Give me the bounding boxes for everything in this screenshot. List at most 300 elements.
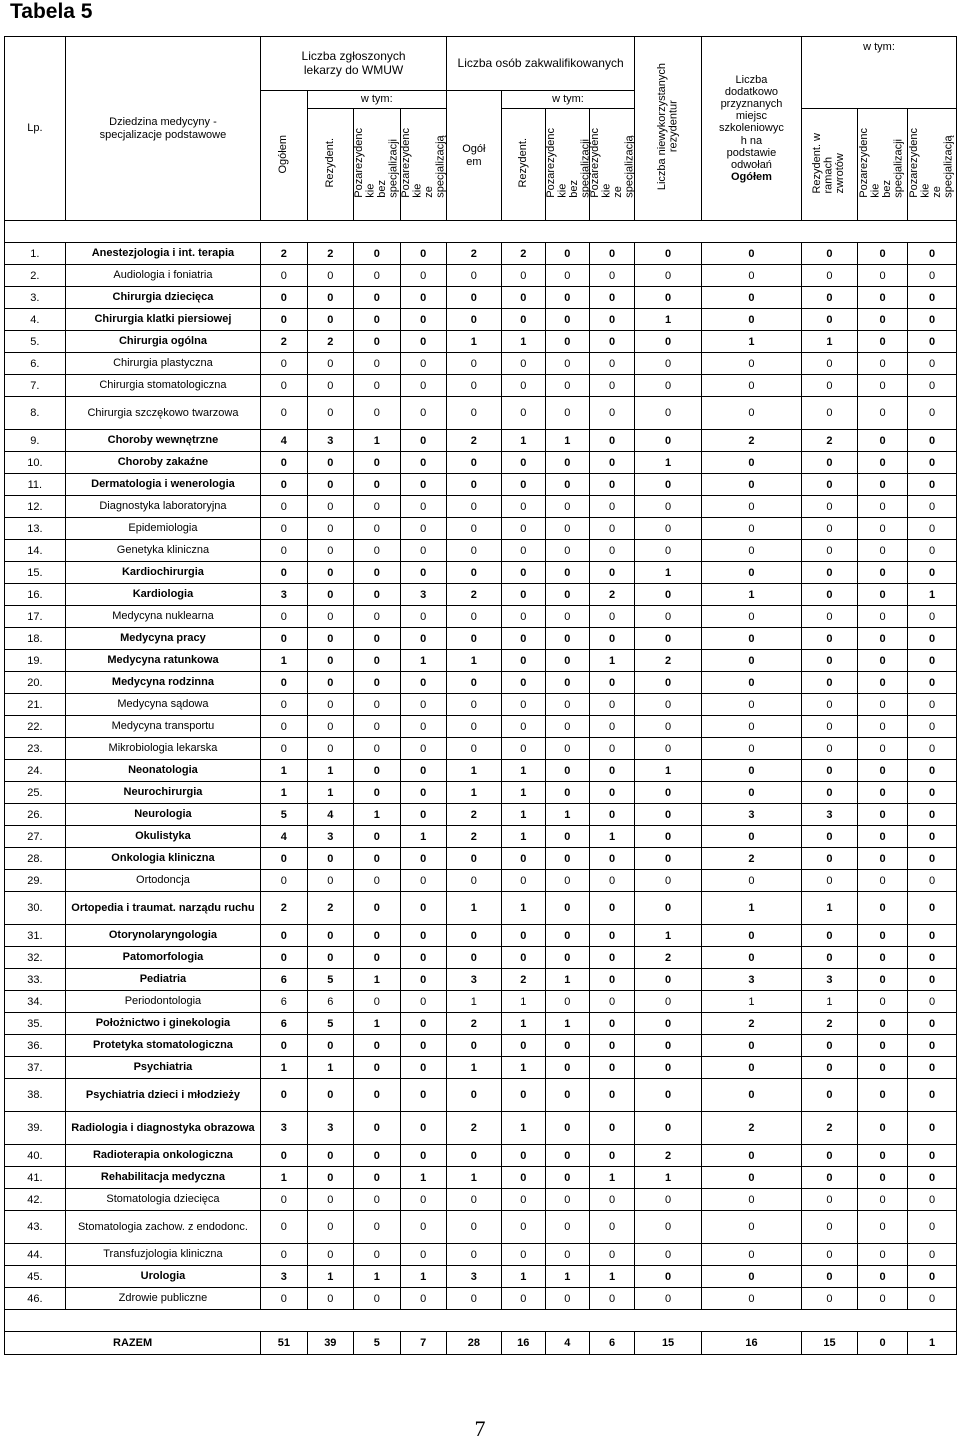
table-row: [5, 738, 957, 760]
row-value-col-11: 0: [802, 243, 858, 265]
row-value-col-1: 0: [261, 287, 307, 309]
row-value-col-11: 2: [802, 1112, 858, 1145]
row-value-col-10: 3: [701, 969, 801, 991]
row-value-col-7: 0: [545, 584, 589, 606]
row-value-col-7: 0: [545, 353, 589, 375]
row-value-col-10: 0: [701, 925, 801, 947]
row-value-col-1: 3: [261, 1112, 307, 1145]
row-value-col-7: 0: [545, 925, 589, 947]
row-value-col-1: 0: [261, 474, 307, 496]
row-value-col-1: 0: [261, 1035, 307, 1057]
row-lp: 46.: [5, 1288, 66, 1310]
row-lp: 6.: [5, 353, 66, 375]
header-rez-zwrotow-label: Rezydent. w ramach zwrotów: [811, 132, 847, 194]
row-value-col-1: 0: [261, 672, 307, 694]
total-value-col-1: 51: [261, 1332, 307, 1355]
row-value-col-3: 0: [354, 870, 400, 892]
row-value-col-2: 5: [307, 969, 353, 991]
row-value-col-3: 0: [354, 518, 400, 540]
row-lp: 5.: [5, 331, 66, 353]
header-rez-zwrotow: [802, 109, 858, 221]
row-value-col-2: 0: [307, 1035, 353, 1057]
row-lp: 9.: [5, 430, 66, 452]
header-niewykorzystanych-label: Liczba niewykorzystanych rezydentur: [655, 63, 680, 191]
row-specialization: Pediatria: [65, 969, 260, 991]
row-specialization: Medycyna sądowa: [65, 694, 260, 716]
row-value-col-2: 0: [307, 1189, 353, 1211]
row-lp: 29.: [5, 870, 66, 892]
row-value-col-8: 0: [589, 331, 634, 353]
header-poza-ze-2: [589, 109, 634, 221]
row-value-col-8: 0: [589, 782, 634, 804]
row-value-col-8: 0: [589, 287, 634, 309]
row-value-col-1: 2: [261, 243, 307, 265]
row-specialization: Periodontologia: [65, 991, 260, 1013]
row-value-col-2: 0: [307, 452, 353, 474]
header-rezydent-1: [307, 109, 353, 221]
row-value-col-8: 0: [589, 804, 634, 826]
row-value-col-2: 0: [307, 353, 353, 375]
table-row: [5, 1145, 957, 1167]
row-lp: 17.: [5, 606, 66, 628]
row-value-col-7: 1: [545, 969, 589, 991]
row-value-col-8: 0: [589, 1057, 634, 1079]
row-value-col-2: 0: [307, 562, 353, 584]
total-value-col-6: 16: [501, 1332, 545, 1355]
row-value-col-4: 0: [400, 716, 446, 738]
row-value-col-7: 0: [545, 397, 589, 430]
row-value-col-1: 4: [261, 826, 307, 848]
row-lp: 45.: [5, 1266, 66, 1288]
row-value-col-9: 1: [635, 452, 702, 474]
row-lp: 22.: [5, 716, 66, 738]
row-specialization: Mikrobiologia lekarska: [65, 738, 260, 760]
row-value-col-2: 3: [307, 430, 353, 452]
header-dziedzina-label: Dziedzina medycyny - specjalizacje podstawowe: [99, 116, 227, 141]
table-row: [5, 287, 957, 309]
row-value-col-2: 0: [307, 870, 353, 892]
row-value-col-9: 0: [635, 1057, 702, 1079]
table-row: [5, 518, 957, 540]
row-value-col-4: 0: [400, 1288, 446, 1310]
row-value-col-1: 0: [261, 1244, 307, 1266]
row-value-col-10: 1: [701, 584, 801, 606]
row-value-col-5: 1: [446, 892, 501, 925]
row-value-col-8: 1: [589, 650, 634, 672]
row-value-col-13: 0: [908, 375, 957, 397]
row-value-col-4: 0: [400, 694, 446, 716]
row-value-col-3: 0: [354, 496, 400, 518]
row-value-col-10: 0: [701, 474, 801, 496]
row-value-col-6: 1: [501, 892, 545, 925]
row-value-col-3: 0: [354, 1167, 400, 1189]
row-value-col-3: 0: [354, 562, 400, 584]
row-value-col-5: 0: [446, 1079, 501, 1112]
row-value-col-12: 0: [857, 628, 907, 650]
row-value-col-13: 0: [908, 331, 957, 353]
row-value-col-6: 1: [501, 430, 545, 452]
row-value-col-12: 0: [857, 672, 907, 694]
row-value-col-4: 0: [400, 892, 446, 925]
row-specialization: Onkologia kliniczna: [65, 848, 260, 870]
table-row: [5, 375, 957, 397]
row-value-col-6: 0: [501, 562, 545, 584]
row-value-col-8: 0: [589, 991, 634, 1013]
table-row: [5, 716, 957, 738]
row-lp: 36.: [5, 1035, 66, 1057]
row-lp: 20.: [5, 672, 66, 694]
row-value-col-13: 0: [908, 430, 957, 452]
row-value-col-4: 0: [400, 1189, 446, 1211]
row-value-col-9: 0: [635, 331, 702, 353]
row-value-col-9: 1: [635, 1167, 702, 1189]
row-value-col-11: 1: [802, 331, 858, 353]
row-value-col-5: 0: [446, 1189, 501, 1211]
row-lp: 23.: [5, 738, 66, 760]
row-value-col-5: 0: [446, 353, 501, 375]
row-value-col-8: 0: [589, 738, 634, 760]
row-value-col-4: 0: [400, 474, 446, 496]
row-value-col-3: 0: [354, 628, 400, 650]
row-value-col-1: 0: [261, 694, 307, 716]
header-dodatkowo: [701, 37, 801, 221]
row-value-col-11: 0: [802, 760, 858, 782]
table-row: [5, 969, 957, 991]
row-specialization: Patomorfologia: [65, 947, 260, 969]
row-value-col-7: 0: [545, 1035, 589, 1057]
row-value-col-12: 0: [857, 518, 907, 540]
row-value-col-3: 0: [354, 892, 400, 925]
row-value-col-10: 0: [701, 353, 801, 375]
row-value-col-2: 0: [307, 1211, 353, 1244]
row-lp: 39.: [5, 1112, 66, 1145]
row-value-col-2: 1: [307, 782, 353, 804]
row-value-col-5: 0: [446, 397, 501, 430]
row-value-col-1: 5: [261, 804, 307, 826]
row-value-col-10: 0: [701, 870, 801, 892]
row-value-col-4: 0: [400, 1244, 446, 1266]
row-value-col-12: 0: [857, 892, 907, 925]
row-value-col-9: 0: [635, 397, 702, 430]
row-value-col-9: 0: [635, 1288, 702, 1310]
row-value-col-4: 0: [400, 1013, 446, 1035]
row-lp: 27.: [5, 826, 66, 848]
row-value-col-3: 0: [354, 353, 400, 375]
row-specialization: Neonatologia: [65, 760, 260, 782]
table-row: [5, 1288, 957, 1310]
row-value-col-3: 0: [354, 672, 400, 694]
row-value-col-13: 0: [908, 694, 957, 716]
table-row: [5, 672, 957, 694]
row-value-col-7: 0: [545, 496, 589, 518]
table-row: [5, 1057, 957, 1079]
row-value-col-1: 1: [261, 782, 307, 804]
row-value-col-11: 0: [802, 397, 858, 430]
total-label: RAZEM: [5, 1332, 261, 1355]
row-lp: 10.: [5, 452, 66, 474]
header-poza-ze-3-label: Pozarezydenc kie ze specjalizacją: [907, 128, 955, 198]
row-value-col-2: 4: [307, 804, 353, 826]
row-value-col-3: 0: [354, 1189, 400, 1211]
row-value-col-1: 0: [261, 848, 307, 870]
row-specialization: Neurochirurgia: [65, 782, 260, 804]
row-value-col-12: 0: [857, 716, 907, 738]
row-value-col-6: 1: [501, 804, 545, 826]
row-value-col-3: 0: [354, 1079, 400, 1112]
row-lp: 25.: [5, 782, 66, 804]
row-value-col-10: 0: [701, 782, 801, 804]
row-value-col-8: 0: [589, 1112, 634, 1145]
header-group-zgloszonych-label: Liczba zgłoszonych lekarzy do WMUW: [301, 49, 406, 77]
total-row: [5, 1332, 957, 1355]
row-value-col-4: 0: [400, 496, 446, 518]
row-value-col-5: 0: [446, 694, 501, 716]
row-value-col-10: 0: [701, 650, 801, 672]
row-value-col-4: 0: [400, 1211, 446, 1244]
row-value-col-4: 0: [400, 672, 446, 694]
row-value-col-2: 0: [307, 474, 353, 496]
row-value-col-1: 0: [261, 1211, 307, 1244]
row-value-col-6: 0: [501, 452, 545, 474]
row-value-col-11: 0: [802, 716, 858, 738]
row-value-col-11: 0: [802, 1167, 858, 1189]
row-value-col-4: 0: [400, 397, 446, 430]
row-specialization: Medycyna nuklearna: [65, 606, 260, 628]
table-row: [5, 1244, 957, 1266]
row-value-col-13: 0: [908, 1211, 957, 1244]
row-value-col-11: 0: [802, 287, 858, 309]
row-value-col-8: 2: [589, 584, 634, 606]
total-value-col-10: 16: [701, 1332, 801, 1355]
row-value-col-12: 0: [857, 1035, 907, 1057]
row-value-col-12: 0: [857, 1288, 907, 1310]
row-value-col-8: 0: [589, 452, 634, 474]
row-lp: 11.: [5, 474, 66, 496]
row-value-col-5: 0: [446, 287, 501, 309]
row-lp: 44.: [5, 1244, 66, 1266]
row-value-col-9: 0: [635, 1013, 702, 1035]
row-value-col-5: 3: [446, 1266, 501, 1288]
row-lp: 7.: [5, 375, 66, 397]
row-value-col-8: 0: [589, 1211, 634, 1244]
row-lp: 38.: [5, 1079, 66, 1112]
row-value-col-2: 0: [307, 584, 353, 606]
row-value-col-6: 0: [501, 309, 545, 331]
row-value-col-3: 0: [354, 826, 400, 848]
row-value-col-13: 0: [908, 353, 957, 375]
row-value-col-13: 0: [908, 452, 957, 474]
row-value-col-3: 0: [354, 540, 400, 562]
row-value-col-10: 3: [701, 804, 801, 826]
row-value-col-7: 0: [545, 1244, 589, 1266]
row-value-col-11: 0: [802, 1035, 858, 1057]
row-value-col-13: 0: [908, 1266, 957, 1288]
table-row: [5, 496, 957, 518]
row-value-col-12: 0: [857, 287, 907, 309]
row-value-col-9: 0: [635, 991, 702, 1013]
row-value-col-10: 0: [701, 1244, 801, 1266]
row-value-col-2: 0: [307, 738, 353, 760]
row-value-col-4: 1: [400, 1266, 446, 1288]
row-value-col-10: 0: [701, 606, 801, 628]
row-specialization: Medycyna transportu: [65, 716, 260, 738]
row-value-col-13: 0: [908, 760, 957, 782]
row-value-col-8: 0: [589, 969, 634, 991]
row-value-col-7: 0: [545, 870, 589, 892]
header-group-zakwalifikowanych: Liczba osób zakwalifikowanych: [446, 37, 634, 91]
row-value-col-9: 0: [635, 474, 702, 496]
row-value-col-8: 0: [589, 606, 634, 628]
row-value-col-8: 1: [589, 1167, 634, 1189]
table-row: [5, 650, 957, 672]
row-specialization: Otorynolaryngologia: [65, 925, 260, 947]
row-value-col-5: 2: [446, 430, 501, 452]
row-value-col-5: 2: [446, 584, 501, 606]
row-value-col-13: 0: [908, 892, 957, 925]
row-value-col-7: 0: [545, 628, 589, 650]
row-value-col-13: 0: [908, 1079, 957, 1112]
row-value-col-1: 3: [261, 1266, 307, 1288]
header-dziedzina: [65, 37, 260, 221]
page-title: Tabela 5: [10, 0, 93, 23]
row-value-col-9: 0: [635, 628, 702, 650]
row-value-col-6: 0: [501, 1035, 545, 1057]
row-value-col-4: 0: [400, 947, 446, 969]
row-value-col-10: 0: [701, 694, 801, 716]
table-row: [5, 562, 957, 584]
row-specialization: Epidemiologia: [65, 518, 260, 540]
row-specialization: Okulistyka: [65, 826, 260, 848]
table-row: [5, 331, 957, 353]
row-value-col-10: 0: [701, 672, 801, 694]
row-value-col-9: 0: [635, 738, 702, 760]
row-value-col-11: 0: [802, 672, 858, 694]
total-value-col-2: 39: [307, 1332, 353, 1355]
row-value-col-7: 1: [545, 1266, 589, 1288]
row-lp: 40.: [5, 1145, 66, 1167]
row-value-col-6: 2: [501, 243, 545, 265]
row-value-col-9: 0: [635, 518, 702, 540]
row-value-col-10: 0: [701, 452, 801, 474]
row-value-col-6: 0: [501, 870, 545, 892]
row-value-col-1: 0: [261, 540, 307, 562]
row-value-col-2: 1: [307, 760, 353, 782]
row-value-col-6: 0: [501, 1079, 545, 1112]
row-value-col-8: 0: [589, 1145, 634, 1167]
row-value-col-1: 0: [261, 309, 307, 331]
row-value-col-4: 0: [400, 1057, 446, 1079]
row-value-col-3: 0: [354, 1211, 400, 1244]
row-value-col-12: 0: [857, 265, 907, 287]
row-value-col-10: 0: [701, 1079, 801, 1112]
row-lp: 8.: [5, 397, 66, 430]
row-value-col-5: 0: [446, 628, 501, 650]
row-value-col-10: 1: [701, 892, 801, 925]
row-value-col-13: 0: [908, 1112, 957, 1145]
row-value-col-3: 0: [354, 397, 400, 430]
table-row: [5, 430, 957, 452]
row-value-col-10: 0: [701, 265, 801, 287]
row-value-col-12: 0: [857, 452, 907, 474]
table-row: [5, 353, 957, 375]
row-value-col-1: 1: [261, 1057, 307, 1079]
row-value-col-9: 0: [635, 1035, 702, 1057]
row-specialization: Rehabilitacja medyczna: [65, 1167, 260, 1189]
row-value-col-8: 0: [589, 496, 634, 518]
table-row: [5, 782, 957, 804]
row-value-col-13: 1: [908, 584, 957, 606]
table-row: [5, 309, 957, 331]
row-value-col-11: 0: [802, 309, 858, 331]
row-lp: 24.: [5, 760, 66, 782]
row-value-col-8: 0: [589, 375, 634, 397]
row-lp: 4.: [5, 309, 66, 331]
row-value-col-4: 0: [400, 540, 446, 562]
row-value-col-2: 6: [307, 991, 353, 1013]
row-value-col-13: 0: [908, 848, 957, 870]
row-value-col-3: 0: [354, 1145, 400, 1167]
row-value-col-13: 0: [908, 925, 957, 947]
row-value-col-3: 1: [354, 804, 400, 826]
row-value-col-2: 0: [307, 309, 353, 331]
row-value-col-11: 2: [802, 430, 858, 452]
row-value-col-6: 1: [501, 1057, 545, 1079]
row-value-col-9: 0: [635, 287, 702, 309]
row-value-col-10: 0: [701, 716, 801, 738]
row-value-col-5: 1: [446, 782, 501, 804]
row-lp: 12.: [5, 496, 66, 518]
row-value-col-1: 2: [261, 892, 307, 925]
row-value-col-2: 0: [307, 496, 353, 518]
header-dodatkowo-label: Liczba dodatkowo przyznanych miejsc szkoleniowyc h na podstawie odwołań: [719, 74, 784, 171]
row-value-col-9: 0: [635, 782, 702, 804]
row-value-col-3: 0: [354, 947, 400, 969]
row-value-col-11: 0: [802, 1057, 858, 1079]
row-value-col-11: 0: [802, 584, 858, 606]
row-value-col-9: 0: [635, 870, 702, 892]
row-value-col-12: 0: [857, 694, 907, 716]
row-value-col-7: 0: [545, 540, 589, 562]
row-value-col-3: 0: [354, 1112, 400, 1145]
row-value-col-5: 0: [446, 1288, 501, 1310]
row-value-col-3: 0: [354, 991, 400, 1013]
row-value-col-9: 0: [635, 969, 702, 991]
row-value-col-4: 0: [400, 309, 446, 331]
total-value-col-11: 15: [802, 1332, 858, 1355]
row-value-col-5: 0: [446, 848, 501, 870]
row-value-col-4: 0: [400, 375, 446, 397]
row-value-col-2: 0: [307, 287, 353, 309]
row-specialization: Psychiatria: [65, 1057, 260, 1079]
row-value-col-6: 0: [501, 606, 545, 628]
table-row: [5, 760, 957, 782]
header-lp: Lp.: [5, 37, 66, 221]
row-value-col-10: 0: [701, 1035, 801, 1057]
row-value-col-7: 0: [545, 947, 589, 969]
row-value-col-2: 0: [307, 925, 353, 947]
row-specialization: Neurologia: [65, 804, 260, 826]
row-lp: 43.: [5, 1211, 66, 1244]
row-value-col-9: 0: [635, 1266, 702, 1288]
row-value-col-7: 0: [545, 1112, 589, 1145]
row-value-col-3: 0: [354, 1057, 400, 1079]
row-lp: 37.: [5, 1057, 66, 1079]
row-value-col-12: 0: [857, 243, 907, 265]
header-dodatkowo-ogolem: Ogółem: [730, 170, 772, 183]
row-value-col-1: 0: [261, 265, 307, 287]
row-value-col-9: 0: [635, 606, 702, 628]
row-value-col-12: 0: [857, 496, 907, 518]
